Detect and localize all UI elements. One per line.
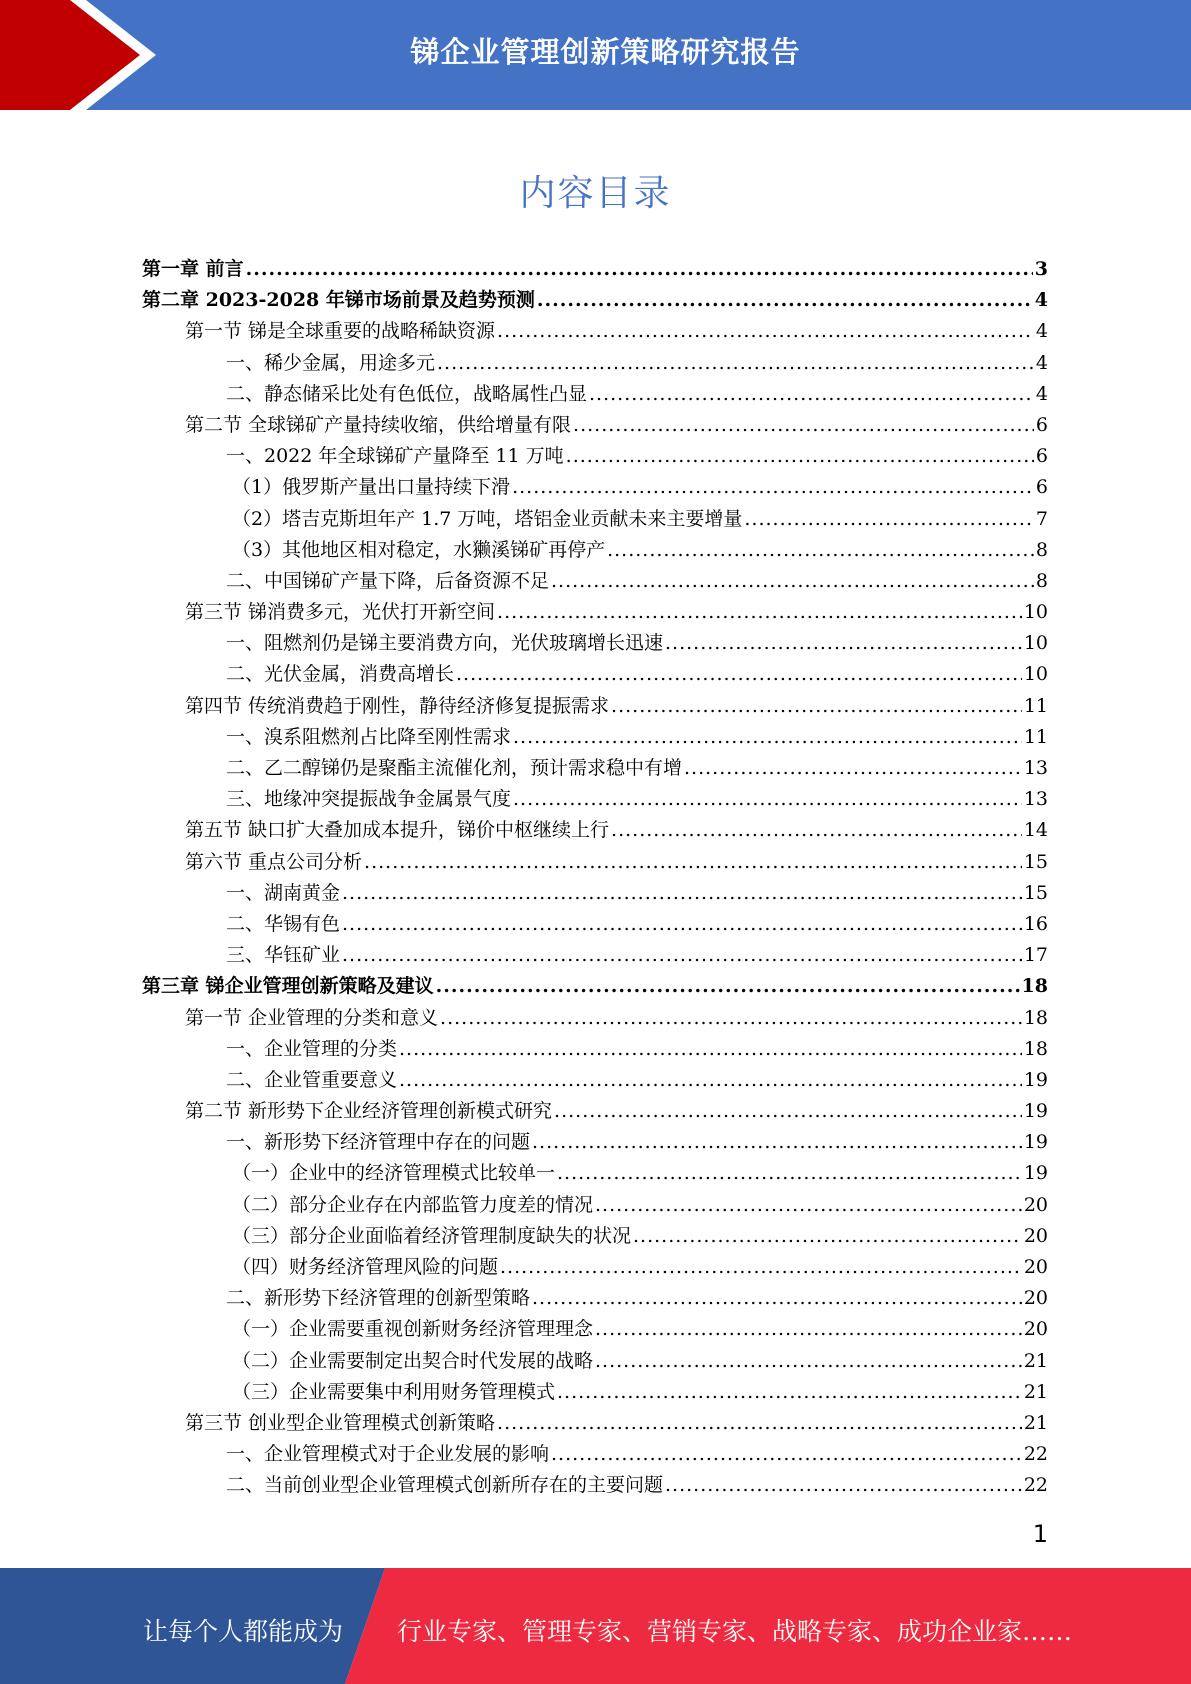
toc-entry-page: 7: [1035, 507, 1048, 530]
toc-entry[interactable]: [142, 348, 1048, 379]
toc-entry-page: 13: [1023, 788, 1048, 811]
toc-entry[interactable]: [142, 878, 1048, 909]
toc-entry-page: 11: [1023, 725, 1048, 748]
toc-entry-page: 6: [1035, 476, 1048, 499]
toc-entry[interactable]: [142, 1003, 1048, 1034]
toc-entry[interactable]: [142, 1252, 1048, 1283]
toc-entry-title: （二）企业需要制定出契合时代发展的战略: [232, 1349, 594, 1372]
toc-dot-leader: [437, 348, 1034, 379]
toc-dot-leader: [551, 1439, 1022, 1470]
toc-entry[interactable]: [142, 691, 1048, 722]
toc-entry-page: 21: [1023, 1411, 1048, 1434]
toc-entry-title: 一、企业管理模式对于企业发展的影响: [226, 1443, 550, 1466]
toc-entry-title: 第一章 前言: [142, 258, 244, 280]
toc-entry[interactable]: [142, 659, 1048, 690]
toc-entry-page: 11: [1023, 694, 1048, 717]
toc-dot-leader: [684, 753, 1022, 784]
toc-heading: 内容目录: [519, 173, 672, 214]
toc-entry[interactable]: [142, 1283, 1048, 1314]
toc-entry-title: 二、静态储采比处有色低位，战略属性凸显: [226, 382, 588, 405]
toc-entry-title: 二、新形势下经济管理的创新型策略: [226, 1287, 531, 1310]
toc-entry[interactable]: [142, 1034, 1048, 1065]
toc-entry-page: 20: [1023, 1224, 1048, 1247]
toc-entry-page: 3: [1034, 258, 1048, 280]
toc-entry-title: 第四节 传统消费趋于刚性，静待经济修复提振需求: [185, 694, 610, 717]
toc-entry[interactable]: [142, 847, 1048, 878]
toc-dot-leader: [557, 1377, 1022, 1408]
toc-entry-title: 第二节 新形势下企业经济管理创新模式研究: [185, 1100, 553, 1123]
toc-entry-title: 第二节 全球锑矿产量持续收缩，供给增量有限: [185, 413, 572, 436]
toc-entry-page: 19: [1023, 1131, 1048, 1154]
toc-dot-leader: [497, 597, 1022, 628]
report-title: 锑企业管理创新策略研究报告: [410, 35, 801, 69]
footer-slogan-right: 行业专家、管理专家、营销专家、战略专家、成功企业家……: [397, 1617, 1073, 1646]
toc-entry-title: 一、企业管理的分类: [226, 1037, 398, 1060]
toc-entry-page: 4: [1035, 320, 1048, 343]
toc-entry-page: 20: [1023, 1318, 1048, 1341]
toc-entry-title: 第五节 缺口扩大叠加成本提升，锑价中枢继续上行: [185, 819, 610, 842]
toc-entry[interactable]: [142, 254, 1048, 285]
toc-entry-page: 4: [1035, 351, 1048, 374]
toc-entry[interactable]: [142, 1346, 1048, 1377]
toc-entry[interactable]: [142, 410, 1048, 441]
toc-entry[interactable]: [142, 753, 1048, 784]
toc-entry-page: 15: [1023, 881, 1048, 904]
toc-entry-title: 第一节 锑是全球重要的战略稀缺资源: [185, 320, 496, 343]
toc-entry-page: 18: [1023, 1006, 1048, 1029]
toc-entry[interactable]: [142, 722, 1048, 753]
toc-entry-title: 第三章 锑企业管理创新策略及建议: [142, 975, 434, 998]
toc-dot-leader: [513, 784, 1022, 815]
toc-entry-title: 二、企业管重要意义: [226, 1068, 398, 1091]
toc-entry[interactable]: [142, 441, 1048, 472]
toc-entry-page: 14: [1023, 819, 1048, 842]
toc-entry-title: 一、2022 年全球锑矿产量降至 11 万吨: [226, 445, 564, 468]
toc-dot-leader: [665, 1470, 1022, 1501]
toc-entry[interactable]: [142, 597, 1048, 628]
toc-dot-leader: [595, 1346, 1022, 1377]
toc-dot-leader: [589, 379, 1034, 410]
toc-entry-page: 21: [1023, 1380, 1048, 1403]
toc-entry-page: 8: [1035, 538, 1048, 561]
toc-entry[interactable]: [142, 285, 1048, 316]
toc-entry-page: 16: [1023, 912, 1048, 935]
toc-entry-page: 19: [1023, 1100, 1048, 1123]
toc-entry-page: 18: [1021, 975, 1048, 998]
toc-dot-leader: [364, 847, 1022, 878]
toc-dot-leader: [611, 815, 1022, 846]
toc-entry-page: 22: [1023, 1474, 1048, 1497]
toc-entry[interactable]: [142, 1221, 1048, 1252]
toc-entry-title: （三）企业需要集中利用财务管理模式: [232, 1380, 556, 1403]
toc-entry[interactable]: [142, 815, 1048, 846]
page-number: 1: [1032, 1520, 1048, 1548]
toc-entry[interactable]: [142, 1408, 1048, 1439]
toc-entry[interactable]: [142, 1314, 1048, 1345]
toc-entry[interactable]: [142, 909, 1048, 940]
toc-dot-leader: [566, 441, 1034, 472]
toc-dot-leader: [573, 410, 1034, 441]
toc-entry-title: 一、阻燃剂仍是锑主要消费方向，光伏玻璃增长迅速: [226, 632, 664, 655]
toc-entry-title: 二、当前创业型企业管理模式创新所存在的主要问题: [226, 1474, 664, 1497]
toc-entry[interactable]: [142, 1158, 1048, 1189]
toc-entry-title: 一、稀少金属，用途多元: [226, 351, 436, 374]
toc-dot-leader: [557, 1158, 1022, 1189]
toc-dot-leader: [456, 659, 1022, 690]
toc-entry-page: 4: [1034, 289, 1048, 312]
footer-slogan-left: 让每个人都能成为: [143, 1617, 344, 1646]
toc-dot-leader: [595, 1190, 1022, 1221]
toc-entry-page: 19: [1023, 1068, 1048, 1091]
toc-entry-title: （四）财务经济管理风险的问题: [232, 1256, 499, 1278]
toc-entry-title: 二、华锡有色: [226, 912, 341, 935]
toc-dot-leader: [513, 722, 1022, 753]
toc-dot-leader: [595, 1314, 1022, 1345]
toc-entry-title: 第三节 创业型企业管理模式创新策略: [185, 1411, 496, 1434]
toc-dot-leader: [512, 472, 1034, 503]
toc-entry-page: 10: [1023, 601, 1048, 624]
toc-dot-leader: [246, 254, 1033, 285]
toc-entry-page: 22: [1023, 1443, 1048, 1466]
header-banner: [0, 0, 1191, 110]
toc-entry[interactable]: [142, 379, 1048, 410]
toc-entry-title: （1）俄罗斯产量出口量持续下滑: [232, 476, 511, 499]
toc-entry[interactable]: [142, 472, 1048, 503]
toc-entry[interactable]: [142, 784, 1048, 815]
toc-entry[interactable]: [142, 566, 1048, 597]
toc-entry[interactable]: [142, 1127, 1048, 1158]
toc-entry[interactable]: [142, 628, 1048, 659]
toc-dot-leader: [342, 909, 1022, 940]
toc-dot-leader: [440, 1003, 1022, 1034]
toc-dot-leader: [532, 1283, 1022, 1314]
toc-entry[interactable]: [142, 940, 1048, 971]
toc-dot-leader: [342, 940, 1022, 971]
toc-entry[interactable]: [142, 971, 1048, 1002]
toc-entry-title: （三）部分企业面临着经济管理制度缺失的状况: [232, 1224, 632, 1247]
toc-entry[interactable]: [142, 1096, 1048, 1127]
toc-entry-title: 一、湖南黄金: [226, 881, 341, 904]
toc-entry-page: 8: [1035, 569, 1048, 592]
toc-dot-leader: [342, 878, 1022, 909]
toc-entry-title: 二、中国锑矿产量下降，后备资源不足: [226, 569, 550, 592]
toc-dot-leader: [554, 1096, 1022, 1127]
toc-entry-page: 20: [1023, 1287, 1048, 1310]
toc-entry-title: 第三节 锑消费多元，光伏打开新空间: [185, 601, 496, 624]
toc-entry-page: 15: [1023, 850, 1048, 873]
toc-entry-title: （一）企业中的经济管理模式比较单一: [232, 1162, 556, 1185]
toc-entry-title: （3）其他地区相对稳定，水獭溪锑矿再停产: [232, 538, 606, 561]
toc-entry-title: 一、溴系阻燃剂占比降至刚性需求: [226, 725, 512, 748]
toc-entry-page: 19: [1023, 1162, 1048, 1185]
toc-entry-page: 10: [1023, 663, 1048, 686]
toc-entry-page: 17: [1023, 944, 1048, 967]
toc-entry-title: （一）企业需要重视创新财务经济管理理念: [232, 1318, 594, 1341]
toc-entry-page: 6: [1035, 413, 1048, 436]
toc-entry-page: 6: [1035, 445, 1048, 468]
toc-entry-page: 18: [1023, 1037, 1048, 1060]
toc-entry-title: 第二章 2023-2028 年锑市场前景及趋势预测: [142, 289, 535, 312]
toc-entry-title: （2）塔吉克斯坦年产 1.7 万吨，塔铝金业贡献未来主要增量: [232, 507, 743, 530]
toc-entry[interactable]: [142, 1377, 1048, 1408]
toc-entry[interactable]: [142, 1190, 1048, 1221]
toc-dot-leader: [399, 1034, 1022, 1065]
toc-dot-leader: [551, 566, 1034, 597]
toc-dot-leader: [436, 971, 1020, 1002]
toc-entry-page: 10: [1023, 632, 1048, 655]
toc-entry-title: （二）部分企业存在内部监管力度差的情况: [232, 1193, 594, 1216]
toc-dot-leader: [665, 628, 1022, 659]
toc-entry-page: 20: [1023, 1193, 1048, 1216]
toc-entry[interactable]: [142, 1439, 1048, 1470]
toc-dot-leader: [633, 1221, 1022, 1252]
toc-dot-leader: [497, 316, 1034, 347]
toc-entry[interactable]: [142, 504, 1048, 535]
toc-dot-leader: [532, 1127, 1022, 1158]
toc-entry-title: 第六节 重点公司分析: [185, 850, 363, 873]
toc-entry-title: 三、华钰矿业: [226, 944, 341, 967]
toc-entry-title: 三、地缘冲突提振战争金属景气度: [226, 788, 512, 811]
toc-entry[interactable]: [142, 1470, 1048, 1501]
toc-entry[interactable]: [142, 535, 1048, 566]
toc-entry-title: 第一节 企业管理的分类和意义: [185, 1006, 439, 1029]
toc-dot-leader: [537, 285, 1033, 316]
toc-dot-leader: [607, 535, 1034, 566]
toc-dot-leader: [744, 504, 1034, 535]
toc-entry-title: 二、乙二醇锑仍是聚酯主流催化剂，预计需求稳中有增: [226, 757, 683, 779]
toc-dot-leader: [500, 1252, 1022, 1283]
toc-entry-title: 二、光伏金属，消费高增长: [226, 663, 455, 686]
toc-entry[interactable]: [142, 316, 1048, 347]
footer-banner: [0, 1568, 1191, 1684]
toc-entry[interactable]: [142, 1065, 1048, 1096]
toc-dot-leader: [611, 691, 1022, 722]
toc-entry-page: 21: [1023, 1349, 1048, 1372]
toc-dot-leader: [497, 1408, 1022, 1439]
toc-entry-page: 13: [1023, 757, 1048, 779]
toc-entry-page: 20: [1023, 1256, 1048, 1278]
toc-dot-leader: [399, 1065, 1022, 1096]
table-of-contents: [142, 254, 1048, 1502]
toc-entry-title: 一、新形势下经济管理中存在的问题: [226, 1131, 531, 1154]
toc-entry-page: 4: [1035, 382, 1048, 405]
